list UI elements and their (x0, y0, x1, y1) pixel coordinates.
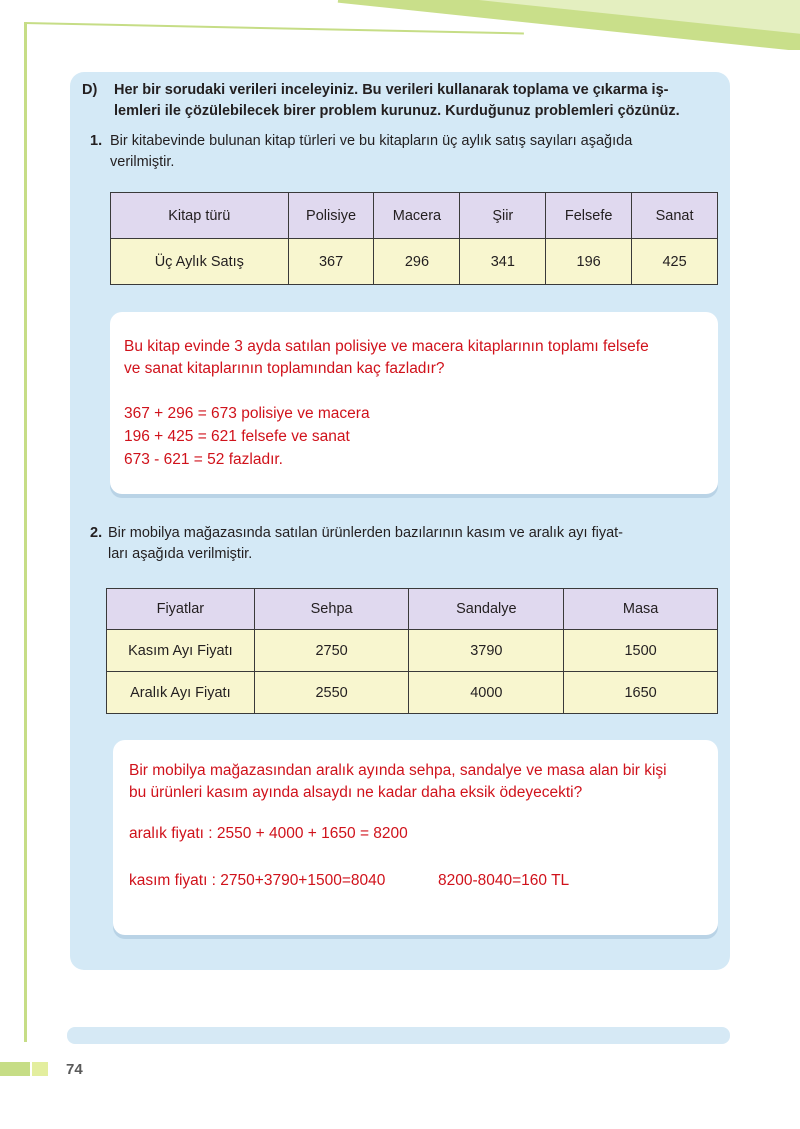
question-text-line-2: verilmiştir. (110, 154, 175, 170)
table-cell: 4000 (409, 672, 564, 714)
table-cell: Aralık Ayı Fiyatı (107, 672, 255, 714)
question-text-line-2: ları aşağıda verilmiştir. (108, 546, 253, 562)
answer-calculation: kasım fiyatı : 2750+3790+1500=8040 (129, 872, 386, 889)
book-sales-table (110, 192, 718, 285)
table-header-cell: Polisiye (288, 193, 374, 239)
table-cell: 3790 (409, 630, 564, 672)
instruction-line-1: Her bir sorudaki verileri inceleyiniz. Bu verileri kullanarak toplama ve çıkarma iş- (114, 82, 669, 98)
instruction-line-2: lemleri ile çözülebilecek birer problem kurunuz. Kurduğunuz problemleri çözünüz. (114, 103, 680, 119)
table-header-cell: Macera (374, 193, 460, 239)
table-cell: 425 (632, 239, 718, 285)
answer-calculation: 673 - 621 = 52 fazladır. (124, 451, 283, 468)
table-header-cell: Sanat (632, 193, 718, 239)
instruction-letter: D) (82, 82, 98, 98)
table-cell: 367 (288, 239, 374, 285)
answer-result: 8200-8040=160 TL (438, 872, 570, 889)
table-cell: 1500 (564, 630, 718, 672)
instruction-block (82, 80, 722, 122)
table-cell: 1650 (564, 672, 718, 714)
answer-text: Bir mobilya mağazasından aralık ayında sehpa, sandalye ve masa alan bir kişi (129, 762, 667, 779)
table-header-cell: Felsefe (546, 193, 632, 239)
table-cell: 2550 (254, 672, 409, 714)
table-header-cell: Sehpa (254, 589, 409, 630)
answer-card-2 (113, 740, 718, 935)
bottom-bar (67, 1027, 730, 1044)
page-tab-light (32, 1062, 48, 1076)
question-number: 1. (90, 133, 103, 149)
table-header-row (107, 589, 718, 630)
furniture-price-table (106, 588, 718, 714)
answer-text: Bu kitap evinde 3 ayda satılan polisiye ve macera kitaplarının toplamı felsefe (124, 338, 649, 355)
question-number: 2. (90, 525, 103, 541)
page-number: 74 (66, 1061, 83, 1078)
table-header-cell: Masa (564, 589, 718, 630)
page-tab (0, 1062, 30, 1076)
table-header-cell: Kitap türü (111, 193, 289, 239)
table-cell: 296 (374, 239, 460, 285)
table-header-cell: Şiir (460, 193, 546, 239)
table-cell: 196 (546, 239, 632, 285)
table-cell: 341 (460, 239, 546, 285)
answer-text: ve sanat kitaplarının toplamından kaç fazladır? (124, 360, 445, 377)
question-text-line-1: Bir kitabevinde bulunan kitap türleri ve bu kitapların üç aylık satış sayıları aşağıda (110, 133, 633, 149)
table-cell: 2750 (254, 630, 409, 672)
answer-calculation: aralık fiyatı : 2550 + 4000 + 1650 = 8200 (129, 825, 408, 842)
table-row (107, 630, 718, 672)
question-text-line-1: Bir mobilya mağazasında satılan ürünlerden bazılarının kasım ve aralık ayı fiyat- (108, 525, 623, 541)
answer-calculation: 196 + 425 = 621 felsefe ve sanat (124, 428, 350, 445)
left-margin-rule (24, 22, 27, 1042)
table-cell: Üç Aylık Satış (111, 239, 289, 285)
table-header-row (111, 193, 718, 239)
table-header-cell: Fiyatlar (107, 589, 255, 630)
answer-calculation: 367 + 296 = 673 polisiye ve macera (124, 405, 370, 422)
table-row (111, 239, 718, 285)
table-header-cell: Sandalye (409, 589, 564, 630)
question-2 (90, 523, 730, 565)
answer-card-1 (110, 312, 718, 494)
question-1 (90, 131, 730, 173)
table-cell: Kasım Ayı Fiyatı (107, 630, 255, 672)
answer-text: bu ürünleri kasım ayında alsaydı ne kadar daha eksik ödeyecekti? (129, 784, 583, 801)
table-row (107, 672, 718, 714)
